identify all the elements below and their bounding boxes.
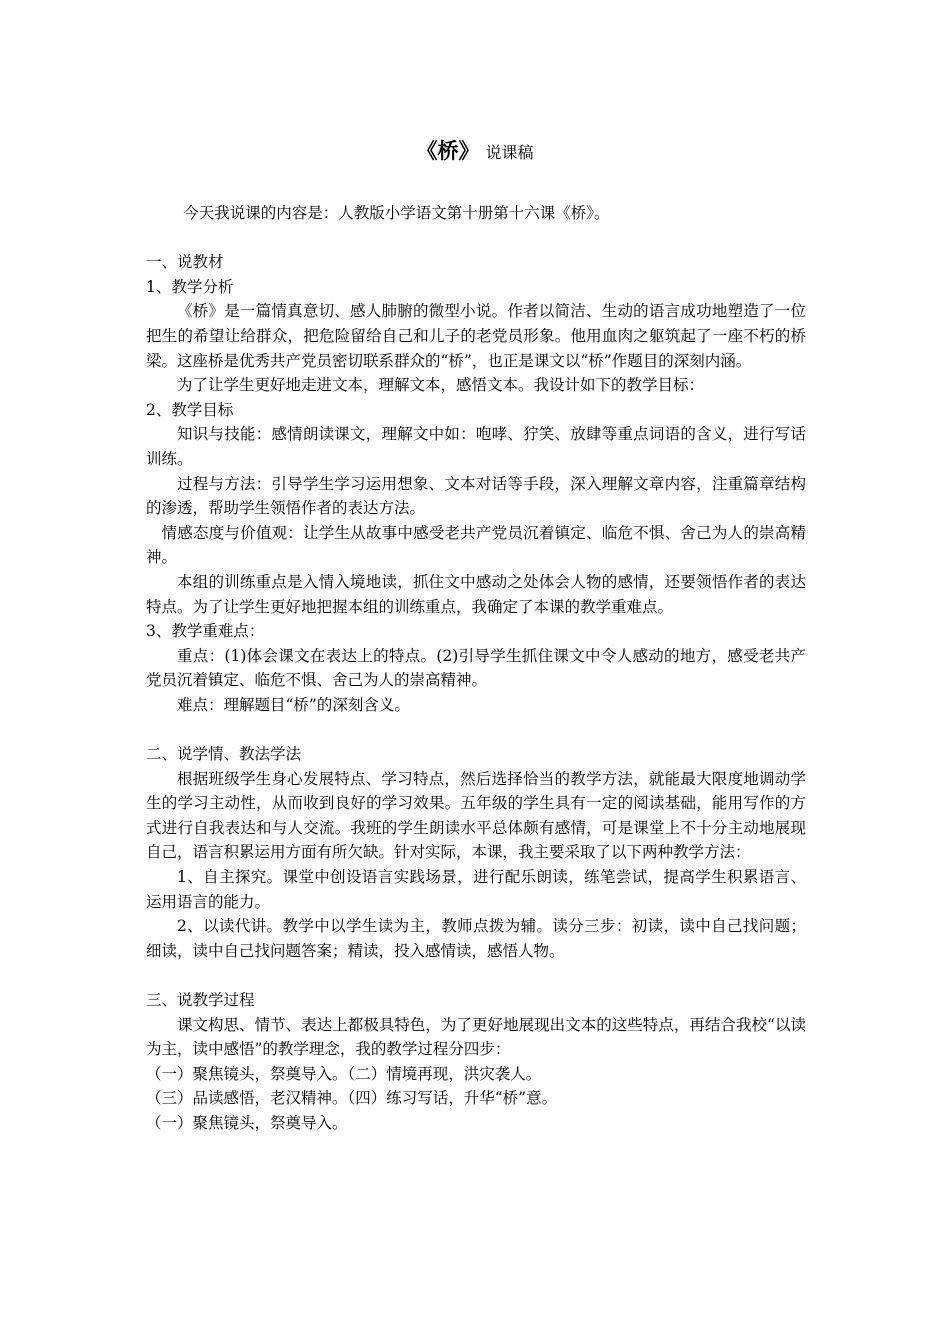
section1-sub3-heading: 3、教学重难点：: [146, 622, 265, 641]
section3-heading: 三、说教学过程: [146, 991, 255, 1009]
document-title: [0, 136, 950, 168]
analysis-paragraph-2: 为了让学生更好地走进文本，理解文本，感悟文本。我设计如下的教学目标：: [177, 376, 705, 395]
spacer: [146, 226, 806, 251]
section2-paragraph-1: 根据班级学生身心发展特点、学习特点，然后选择恰当的教学方法，就能最大限度地调动学生的学习主动性，从而收到良好的学习效果。五年级的学生具有一定的阅读基础，能用写作的方式进行自我表达和与人交流。我班的学生朗读水平总体颇有感情，可是课堂上不十分主动地展现自己，语言积累运用方面有所欠缺。针对实际，本课，我主要采取了以下两种教学方法：: [146, 769, 806, 862]
section1-sub1-heading: 1、教学分析: [146, 277, 234, 296]
intro-paragraph: 今天我说课的内容是：人教版小学语文第十册第十六课《桥》。: [183, 204, 610, 222]
title-main: 《桥》: [416, 138, 480, 163]
section2-paragraph-3: 2、以读代讲。教学中以学生读为主，教师点拨为辅。读分三步：初读，读中自己找问题；细读，读中自己找问题答案；精读，投入感情读，感悟人物。: [146, 917, 806, 960]
section2-heading: 二、说学情、教法学法: [146, 745, 302, 764]
steps-line-2: （三）品读感悟，老汉精神。（四）练习写话，升华“桥”意。: [146, 1089, 558, 1108]
key-points: 重点：(1)体会课文在表达上的特点。(2)引导学生抓住课文中令人感动的地方，感受老共产党员沉着镇定、临危不惧、舍己为人的崇高精神。: [146, 646, 806, 690]
step1-heading: （一）聚焦镜头，祭奠导入。: [146, 1113, 348, 1132]
difficulty: 难点：理解题目“桥”的深刻含义。: [177, 695, 410, 714]
section3-paragraph-1: 课文构思、情节、表达上都极具特色，为了更好地展现出文本的这些特点，再结合我校“以读为主，读中感悟”的教学理念，我的教学过程分四步：: [146, 1015, 806, 1059]
section2-paragraph-2: 1、自主探究。课堂中创设语言实践场景，进行配乐朗读，练笔尝试，提高学生积累语言、运用语言的能力。: [146, 868, 806, 911]
spacer: [146, 717, 806, 742]
goal-process: 过程与方法：引导学生学习运用想象、文本对话等手段，深入理解文章内容，注重篇章结构的渗透，帮助学生领悟作者的表达方法。: [146, 474, 806, 518]
goal-emotion: 情感态度与价值观：让学生从故事中感受老共产党员沉着镇定、临危不惧、舍己为人的崇高精神。: [146, 523, 806, 567]
goal-knowledge: 知识与技能：感情朗读课文，理解文中如：咆哮、狞笑、放肆等重点词语的含义，进行写话训练。: [146, 425, 806, 468]
analysis-paragraph-1: 《桥》是一篇情真意切、感人肺腑的微型小说。作者以简洁、生动的语言成功地塑造了一位把生的希望让给群众，把危险留给自己和儿子的老党员形象。他用血肉之躯筑起了一座不朽的桥梁。这座桥是优秀共产党员密切联系群众的“桥”，也正是课文以“桥”作题目的深刻内涵。: [146, 302, 806, 370]
steps-line-1: （一）聚焦镜头，祭奠导入。（二）情境再现，洪灾袭人。: [146, 1064, 542, 1083]
section1-sub2-heading: 2、教学目标: [146, 400, 234, 419]
section1-heading: 一、说教材: [146, 253, 224, 272]
goal-summary: 本组的训练重点是入情入境地读，抓住文中感动之处体会人物的感情，还要领悟作者的表达特点。为了让学生更好地把握本组的训练重点，我确定了本课的教学重难点。: [146, 572, 806, 616]
title-sub: 说课稿: [485, 143, 534, 162]
document-body: [146, 201, 806, 1136]
spacer: [146, 963, 806, 988]
